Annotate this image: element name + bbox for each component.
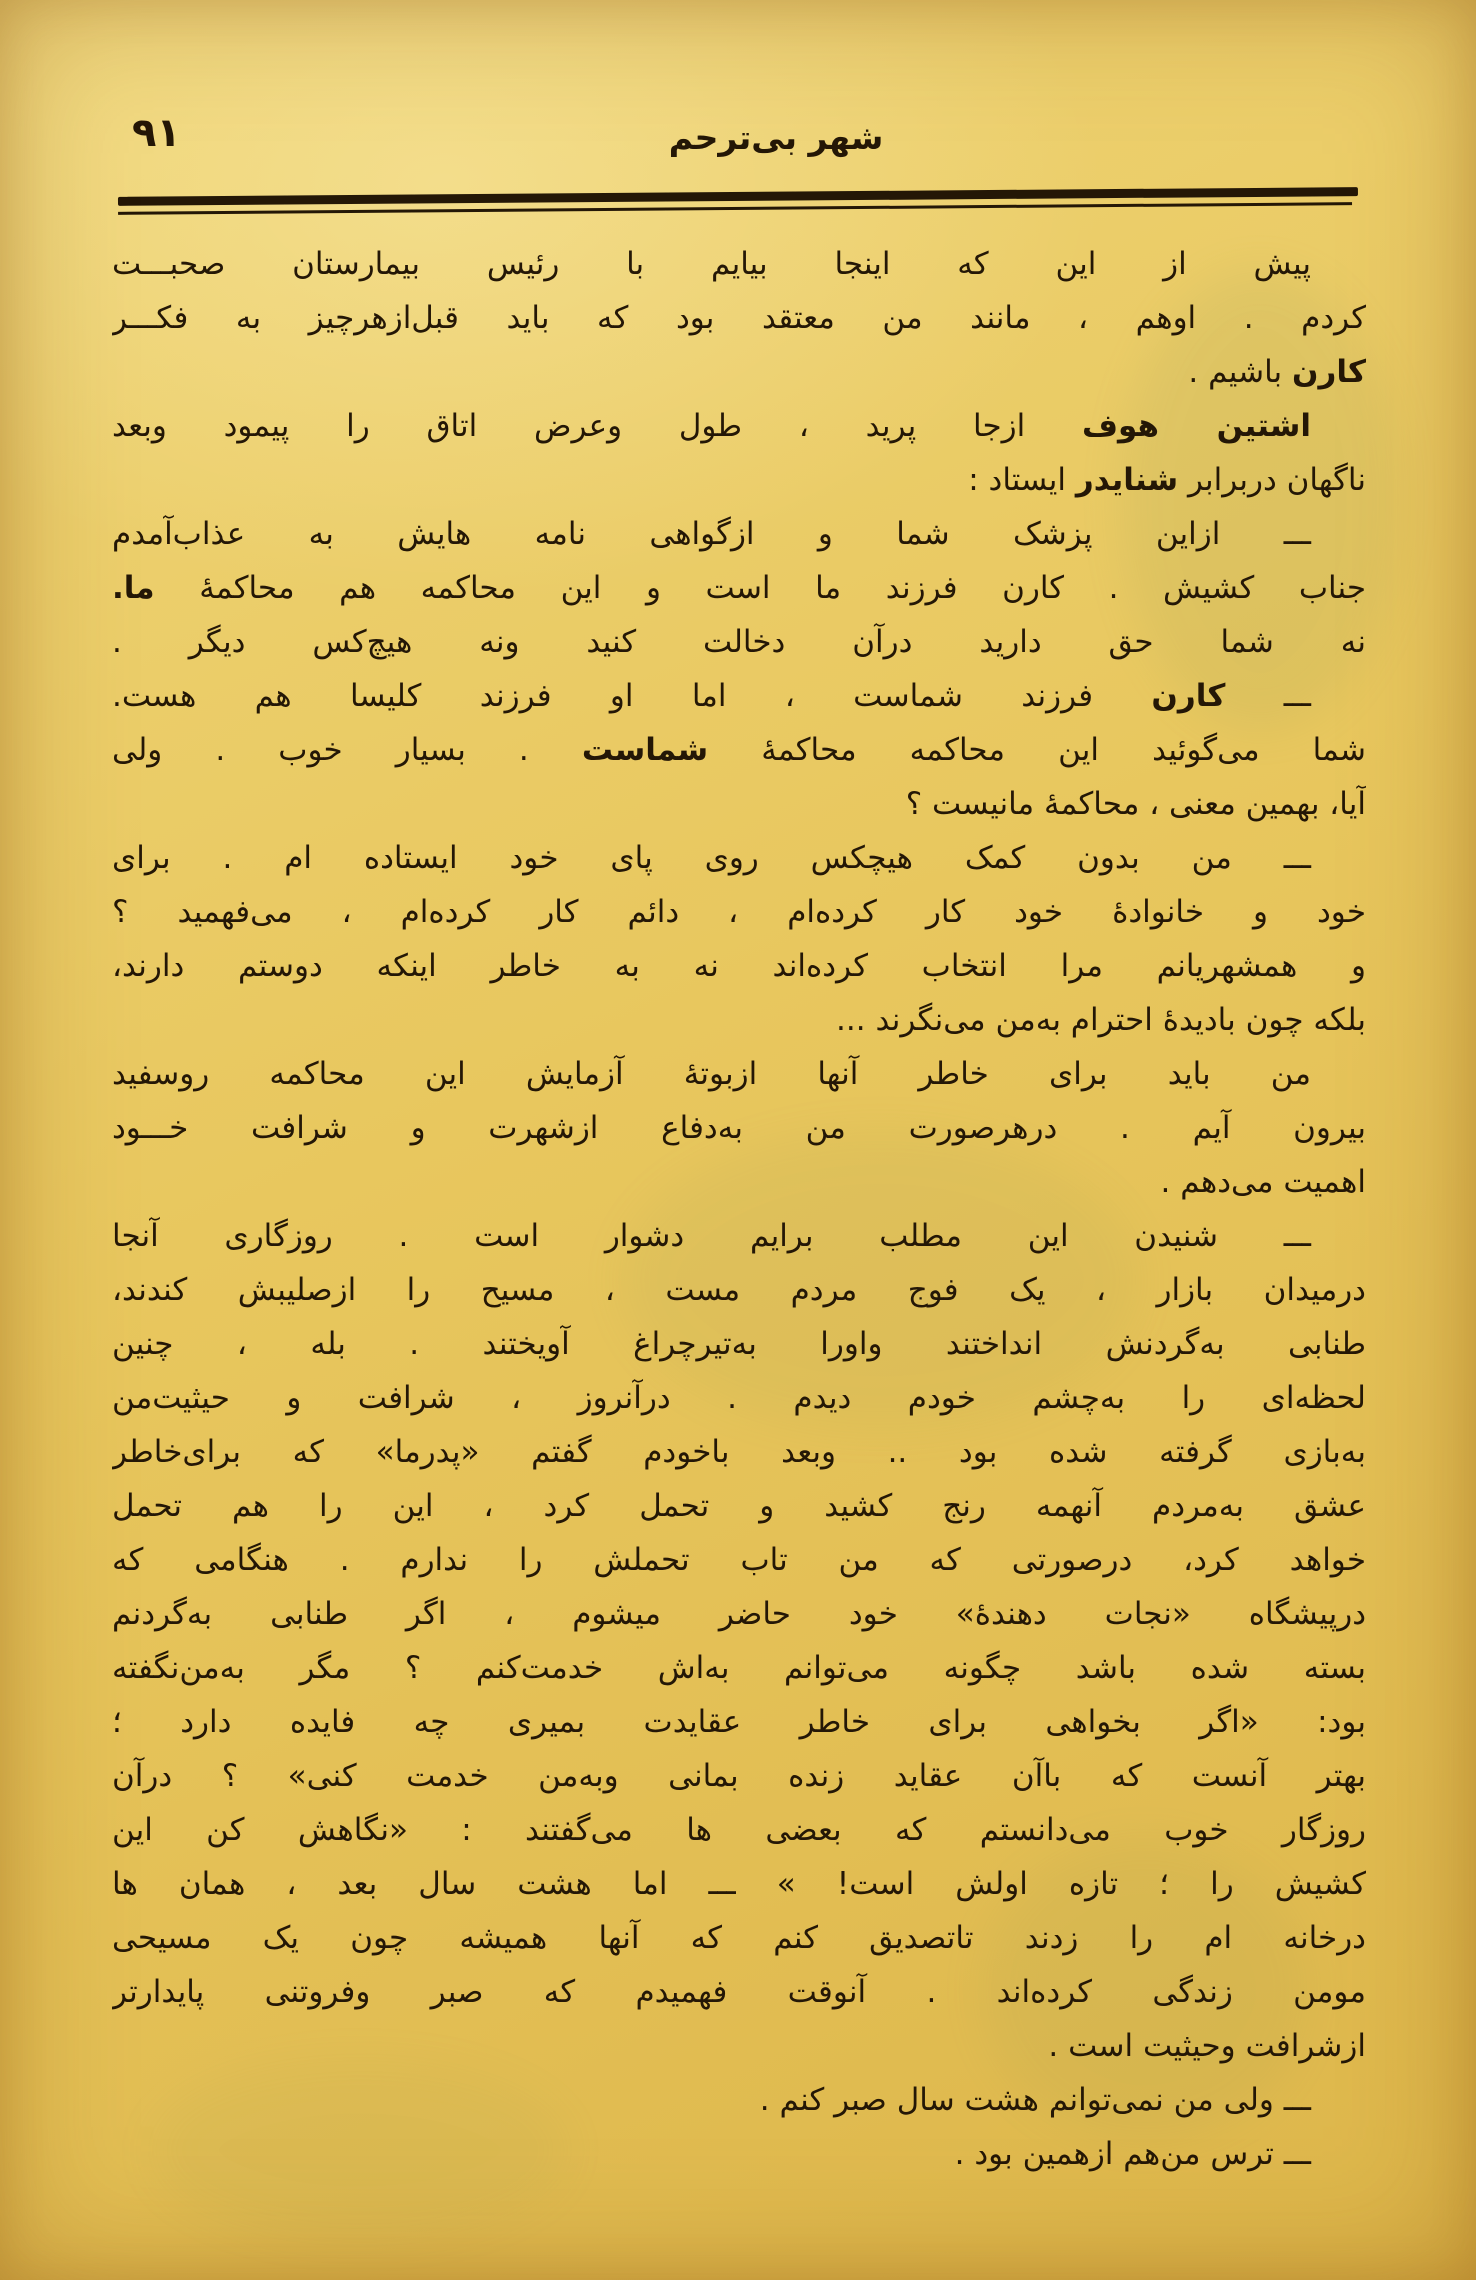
page-number: ۹۱: [132, 110, 181, 156]
text-run: مومن زندگی کرده‌اند . آنوقت فهمیدم که صبر وفروتنی پایدارتر: [112, 1974, 1366, 2010]
text-run: ـــ من بدون کمک هیچکس روی پای خود ایستاده ام . برای: [112, 840, 1311, 876]
text-run: . بسیار خوب . ولی: [112, 732, 582, 768]
text-run: ازجا پرید ، طول وعرض اتاق را پیمود وبعد: [112, 408, 1082, 444]
text-line: [112, 1317, 1366, 1371]
text-line: [112, 1641, 1366, 1695]
text-line: [112, 1425, 1366, 1479]
text-run: ـــ ترس من‌هم ازهمین بود .: [954, 2136, 1311, 2172]
text-run: نه شما حق دارید درآن دخالت کنید ونه هیچ‌کس دیگر .: [112, 624, 1366, 660]
text-line: [112, 831, 1366, 885]
text-run: جناب کشیش . کارن فرزند ما است و این محاکمه هم محاکمۀ: [154, 570, 1366, 606]
text-line: [112, 615, 1366, 669]
bold-text-run: ما.: [112, 570, 155, 606]
text-run: باشیم .: [1188, 354, 1293, 390]
text-line: [112, 2073, 1366, 2127]
text-line: [112, 1911, 1366, 1965]
text-line: [112, 1965, 1366, 2019]
text-run: خواهد کرد، درصورتی که من تاب تحملش را ندارم . هنگامی که: [112, 1542, 1366, 1578]
text-line: [112, 291, 1366, 345]
text-line: [112, 1371, 1366, 1425]
text-run: ـــ ازاین پزشک شما و ازگواهی نامه هایش به عذاب‌آمدم: [112, 516, 1311, 552]
text-run: درپیشگاه «نجات دهندۀ» خود حاضر میشوم ، اگر طنابی به‌گردنم: [112, 1596, 1366, 1632]
text-run: فرزند شماست ، اما او فرزند کلیسا هم هست.: [112, 678, 1152, 714]
text-run: پیش از این که اینجا بیایم با رئیس بیمارستان صحبـــت: [112, 246, 1311, 282]
text-line: [112, 669, 1366, 723]
text-run: درخانه ام را زدند تاتصدیق کنم که آنها همیشه چون یک مسیحی: [112, 1920, 1366, 1956]
text-run: ـــ ولی من نمی‌توانم هشت سال صبر کنم .: [759, 2082, 1311, 2118]
text-line: [112, 1695, 1366, 1749]
text-run: لحظه‌ای را به‌چشم خودم دیدم . درآنروز ، شرافت و حیثیت‌من: [112, 1380, 1366, 1416]
text-run: به‌بازی گرفته شده بود .. وبعد باخودم گفتم «پدرما» که برای‌خاطر: [112, 1434, 1366, 1470]
text-line: [112, 1209, 1366, 1263]
text-run: بود: «اگر بخواهی برای خاطر عقایدت بمیری چه فایده دارد ؛: [112, 1704, 1366, 1740]
text-run: ـــ شنیدن این مطلب برایم دشوار است . روزگاری آنجا: [112, 1218, 1311, 1254]
text-line: [112, 1479, 1366, 1533]
text-line: [112, 1749, 1366, 1803]
text-run: ـــ: [1225, 678, 1311, 714]
text-run: شما می‌گوئید این محاکمه محاکمۀ: [708, 732, 1366, 768]
bold-text-run: کارن: [1292, 354, 1366, 390]
text-line: [112, 777, 1366, 831]
text-line: [112, 885, 1366, 939]
text-line: [112, 993, 1366, 1047]
text-run: بهتر آنست که باآن عقاید زنده بمانی وبه‌من خدمت کنی» ؟ درآن: [112, 1758, 1366, 1794]
text-line: [112, 453, 1366, 507]
text-line: [112, 1101, 1366, 1155]
page-body: [112, 237, 1366, 2181]
text-run: طنابی به‌گردنش انداختند واورا به‌تیرچراغ آویختند . بله ، چنین: [112, 1326, 1366, 1362]
text-run: و همشهریانم مرا انتخاب کرده‌اند نه به خاطر اینکه دوستم دارند،: [112, 948, 1366, 984]
text-run: بسته شده باشد چگونه می‌توانم به‌اش خدمت‌کنم ؟ مگر به‌من‌نگفته: [112, 1650, 1366, 1686]
header-rule: [118, 187, 1358, 215]
text-run: خود و خانوادۀ خود کار کرده‌ام ، دائم کار کرده‌ام ، می‌فهمید ؟: [112, 894, 1366, 930]
text-line: [112, 1155, 1366, 1209]
text-line: [112, 1803, 1366, 1857]
bold-text-run: اشتین هوف: [1082, 408, 1311, 444]
text-line: [112, 1587, 1366, 1641]
text-run: من باید برای خاطر آنها ازبوتۀ آزمایش این محاکمه روسفید: [112, 1056, 1311, 1092]
text-run: عشق به‌مردم آنهمه رنج کشید و تحمل کرد ، این را هم تحمل: [112, 1488, 1366, 1524]
text-line: [112, 1047, 1366, 1101]
text-run: کشیش را ؛ تازه اولش است! » ـــ اما هشت سال بعد ، همان ها: [112, 1866, 1366, 1902]
text-line: [112, 237, 1366, 291]
text-line: [112, 1857, 1366, 1911]
text-run: اهمیت می‌دهم .: [1160, 1164, 1366, 1200]
text-line: [112, 723, 1366, 777]
text-line: [112, 1533, 1366, 1587]
text-run: بلکه چون بادیدۀ احترام به‌من می‌نگرند ...: [836, 1002, 1366, 1038]
text-line: [112, 561, 1366, 615]
text-run: ناگهان دربرابر: [1178, 462, 1366, 498]
text-line: [112, 1263, 1366, 1317]
text-line: [112, 345, 1366, 399]
bold-text-run: شنایدر: [1075, 462, 1179, 498]
text-run: کردم . اوهم ، مانند من معتقد بود که باید قبل‌ازهرچیز به فکـــر: [112, 300, 1366, 336]
text-line: [112, 939, 1366, 993]
text-run: درمیدان بازار ، یک فوج مردم مست ، مسیح را ازصلیبش کندند،: [112, 1272, 1366, 1308]
text-line: [112, 507, 1366, 561]
text-line: [112, 399, 1366, 453]
text-run: روزگار خوب می‌دانستم که بعضی ها می‌گفتند : «نگاهش کن این: [112, 1812, 1366, 1848]
text-run: آیا، بهمین معنی ، محاکمۀ مانیست ؟: [905, 786, 1366, 822]
text-run: ایستاد :: [968, 462, 1076, 498]
text-line: [112, 2019, 1366, 2073]
text-line: [112, 2127, 1366, 2181]
text-run: بیرون آیم . درهرصورت من به‌دفاع ازشهرت و شرافت خـــود: [112, 1110, 1366, 1146]
page-title: شهر بی‌ترحم: [668, 118, 884, 157]
bold-text-run: شماست: [581, 732, 709, 768]
bold-text-run: کارن: [1151, 678, 1226, 714]
text-run: ازشرافت وحیثیت است .: [1048, 2028, 1366, 2064]
